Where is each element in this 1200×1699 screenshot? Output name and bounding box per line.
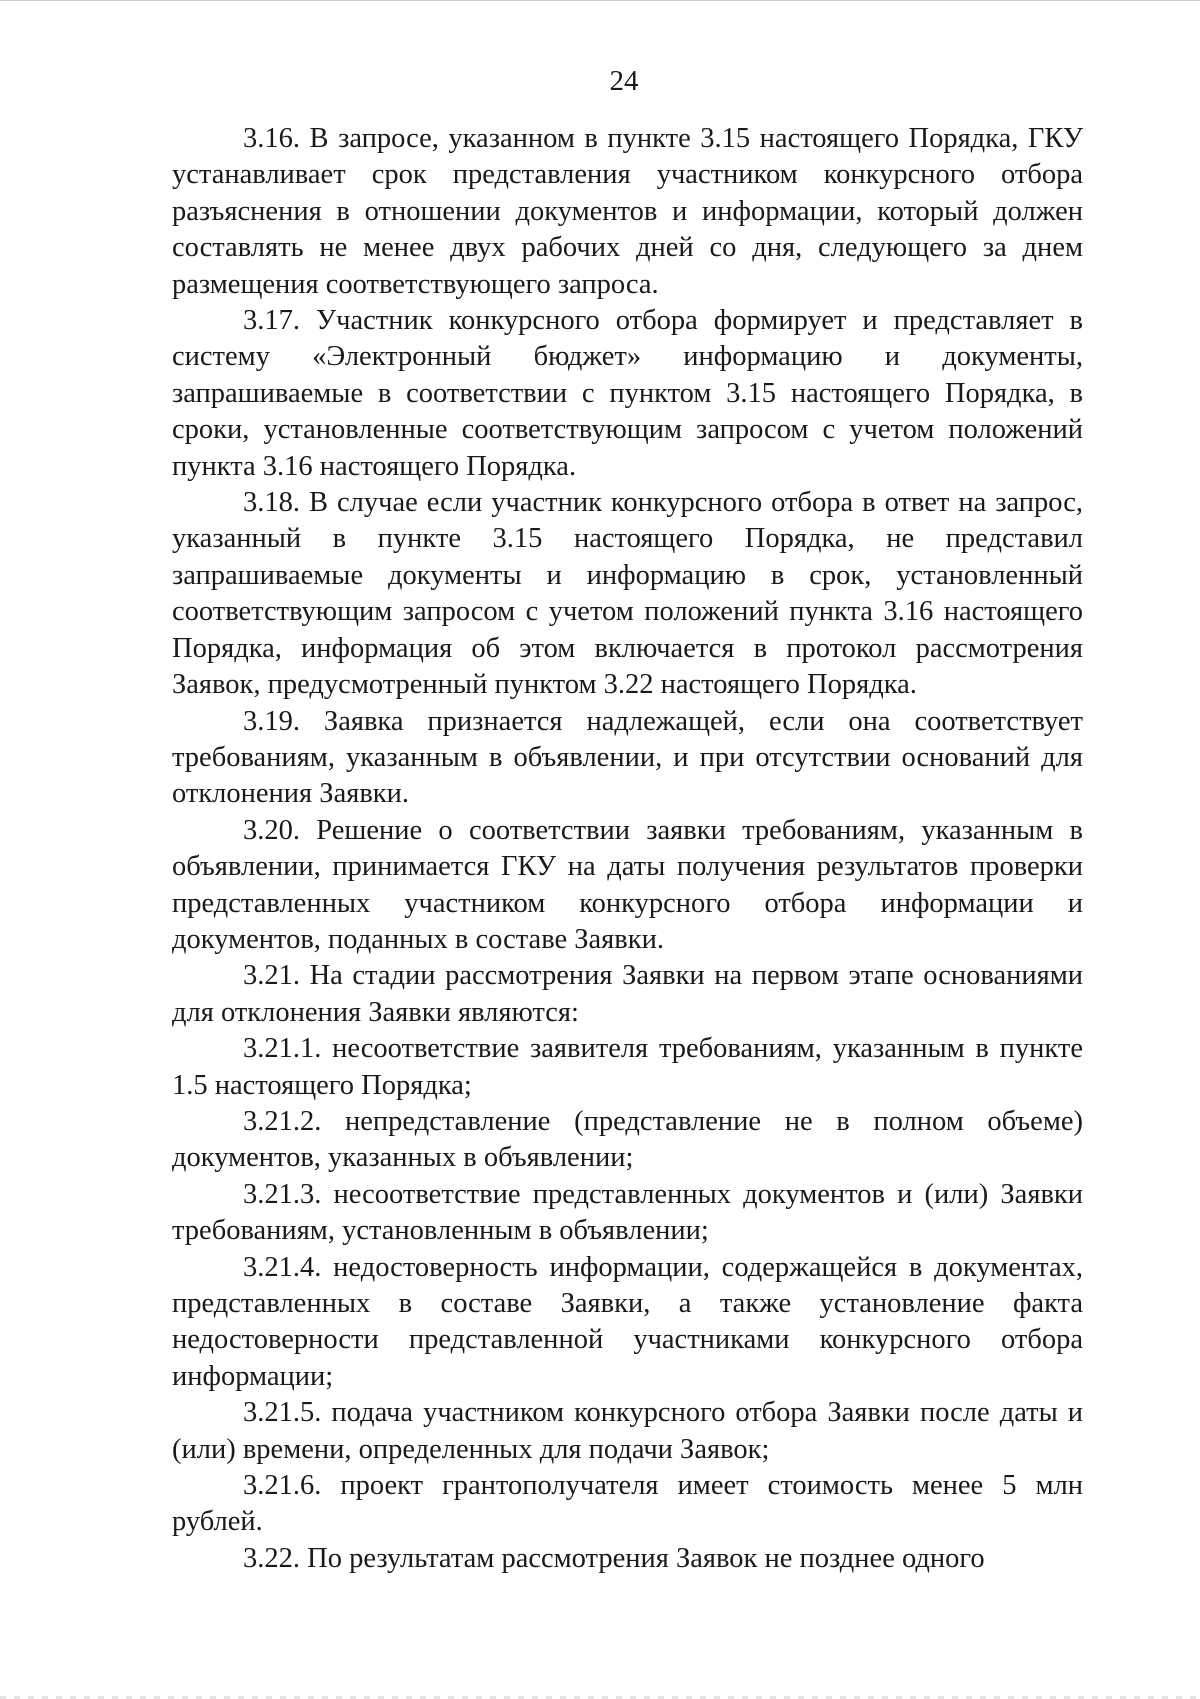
paragraph-text: Участник конкурсного отбора формирует и представляет в систему «Электронный бюджет» информацию и документы, запрашиваемые в соответствии с пунктом 3.15 настоящего Порядка, в сроки, установленные соответствующим запросом с учетом положений пункта 3.16 настоящего Порядка.: [172, 305, 1083, 482]
paragraph-3-16: [172, 121, 1083, 303]
paragraph-text: Решение о соответствии заявки требованиям, указанным в объявлении, принимается ГКУ на даты получения результатов проверки представленных участником конкурсного отбора информации и документов, поданных в составе Заявки.: [172, 814, 1083, 955]
paragraph-3-21-1: [172, 1031, 1083, 1104]
paragraph-3-21: [172, 958, 1083, 1031]
paragraph-number: 3.18.: [243, 487, 300, 519]
paragraph-text: недостоверность информации, содержащейся в документах, представленных в составе Заявки, а также установление факта недостоверности представленной участниками конкурсного отбора информации;: [172, 1251, 1083, 1392]
paragraph-number: 3.21.4.: [243, 1251, 322, 1283]
paragraph-text: На стадии рассмотрения Заявки на первом этапе основаниями для отклонения Заявки являются:: [172, 960, 1083, 1028]
paragraph-text: В запросе, указанном в пункте 3.15 настоящего Порядка, ГКУ устанавливает срок представления участником конкурсного отбора разъяснения в отношении документов и информации, который должен составлять не менее двух рабочих дней со дня, следующего за днем размещения соответствующего запроса.: [172, 123, 1083, 300]
page-number: 24: [609, 65, 639, 97]
paragraph-number: 3.16.: [243, 123, 300, 154]
paragraph-3-21-4: [172, 1250, 1083, 1396]
paragraph-3-17: [172, 303, 1083, 485]
paragraph-number: 3.21.3.: [243, 1178, 322, 1210]
paragraph-number: 3.21.1.: [243, 1033, 322, 1065]
paragraph-3-21-5: [172, 1395, 1083, 1468]
paragraph-text: По результатам рассмотрения Заявок не позднее одного: [300, 1542, 985, 1574]
paragraph-3-21-6: [172, 1468, 1083, 1541]
paragraph-3-19: [172, 704, 1083, 813]
paragraph-number: 3.21.6.: [243, 1470, 322, 1502]
paragraph-text: В случае если участник конкурсного отбора в ответ на запрос, указанный в пункте 3.15 настоящего Порядка, не представил запрашиваемые документы и информацию в срок, установленный соответствующим запросом с учетом положений пункта 3.16 настоящего Порядка, информация об этом включается в протокол рассмотрения Заявок, предусмотренный пунктом 3.22 настоящего Порядка.: [172, 487, 1083, 701]
paragraph-3-18: [172, 485, 1083, 703]
paragraph-number: 3.21.: [243, 960, 300, 992]
paragraph-number: 3.21.5.: [243, 1397, 322, 1429]
paragraph-number: 3.17.: [243, 305, 300, 337]
paragraph-3-22: [172, 1541, 1083, 1577]
document-body: [172, 121, 1083, 1577]
paragraph-text: несоответствие представленных документов и (или) Заявки требованиям, установленным в объявлении;: [172, 1178, 1083, 1247]
paragraph-text: несоответствие заявителя требованиям, указанным в пункте 1.5 настоящего Порядка;: [172, 1033, 1083, 1101]
paragraph-number: 3.21.2.: [243, 1105, 322, 1137]
paragraph-text: подача участником конкурсного отбора Заявки после даты и (или) времени, определенных для подачи Заявок;: [172, 1397, 1083, 1465]
paragraph-number: 3.20.: [243, 814, 300, 846]
paragraph-3-21-2: [172, 1104, 1083, 1177]
paragraph-3-21-3: [172, 1177, 1083, 1250]
paragraph-number: 3.19.: [243, 705, 300, 737]
paragraph-text: непредставление (представление не в полном объеме) документов, указанных в объявлении;: [172, 1105, 1083, 1174]
paragraph-text: Заявка признается надлежащей, если она соответствует требованиям, указанным в объявлении, и при отсутствии оснований для отклонения Заявки.: [172, 705, 1083, 810]
paragraph-3-20: [172, 813, 1083, 959]
paragraph-number: 3.22.: [243, 1542, 300, 1574]
paragraph-text: проект грантополучателя имеет стоимость менее 5 млн рублей.: [172, 1470, 1083, 1538]
